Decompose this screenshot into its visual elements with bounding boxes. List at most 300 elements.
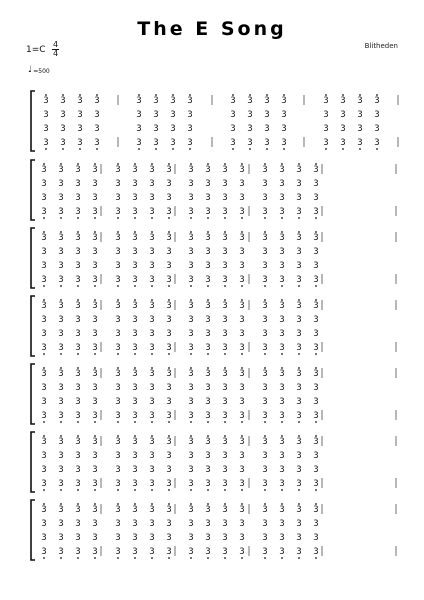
note-digit: 3 (166, 437, 172, 447)
note-digit: 3 (239, 165, 245, 175)
octave-dot-above (168, 435, 170, 437)
octave-dot-above (94, 299, 96, 301)
note-digit: 3 (340, 138, 346, 148)
octave-dot-below (77, 421, 79, 423)
time-signature-denominator: 4 (52, 49, 59, 58)
system-bracket (31, 296, 35, 356)
note-digit: 3 (41, 383, 47, 393)
note-digit: 3 (239, 315, 245, 325)
note-digit: 3 (296, 301, 302, 311)
octave-dot-above (77, 435, 79, 437)
octave-dot-below (62, 148, 64, 150)
note-digit: 3 (115, 383, 121, 393)
note-digit: 3 (92, 547, 98, 557)
note-digit: 3 (205, 547, 211, 557)
note-digit: 3 (41, 369, 47, 379)
note-digit: 3 (313, 329, 319, 339)
note-digit: 3 (58, 261, 64, 271)
note-digit: 3 (222, 343, 228, 353)
note-digit: 3 (262, 247, 268, 257)
octave-dot-above (190, 231, 192, 233)
octave-dot-below (134, 421, 136, 423)
note-digit: 3 (149, 207, 155, 217)
note-digit: 3 (313, 315, 319, 325)
note-digit: 3 (166, 261, 172, 271)
note-digit: 3 (92, 411, 98, 421)
note-digit: 3 (187, 138, 193, 148)
octave-dot-above (241, 435, 243, 437)
note-digit: 3 (41, 397, 47, 407)
note-digit: 3 (58, 519, 64, 529)
octave-dot-below (60, 285, 62, 287)
note-digit: 3 (313, 301, 319, 311)
note-digit: 3 (149, 179, 155, 189)
note-digit: 3 (153, 138, 159, 148)
octave-dot-above (117, 435, 119, 437)
octave-dot-below (190, 353, 192, 355)
octave-dot-below (190, 285, 192, 287)
note-digit: 3 (149, 465, 155, 475)
note-digit: 3 (296, 261, 302, 271)
note-digit: 3 (222, 465, 228, 475)
note-digit: 3 (239, 411, 245, 421)
octave-dot-below (224, 489, 226, 491)
note-digit: 3 (41, 301, 47, 311)
note-digit: 3 (166, 533, 172, 543)
octave-dot-below (281, 557, 283, 559)
octave-dot-above (117, 299, 119, 301)
note-digit: 3 (188, 275, 194, 285)
note-digit: 3 (279, 533, 285, 543)
note-digit: 3 (58, 247, 64, 257)
note-digit: 3 (75, 411, 81, 421)
octave-dot-below (60, 421, 62, 423)
note-digit: 3 (313, 465, 319, 475)
note-digit: 3 (264, 96, 270, 106)
note-digit: 3 (92, 479, 98, 489)
note-digit: 3 (279, 179, 285, 189)
octave-dot-below (94, 217, 96, 219)
note-digit: 3 (166, 519, 172, 529)
note-digit: 3 (340, 124, 346, 134)
octave-dot-above (134, 231, 136, 233)
note-digit: 3 (279, 247, 285, 257)
note-digit: 3 (58, 505, 64, 515)
octave-dot-above (342, 94, 344, 96)
note-digit: 3 (60, 138, 66, 148)
note-digit: 3 (279, 193, 285, 203)
octave-dot-below (241, 421, 243, 423)
note-digit: 3 (279, 411, 285, 421)
octave-dot-above (94, 367, 96, 369)
octave-dot-above (224, 231, 226, 233)
octave-dot-below (190, 217, 192, 219)
note-digit: 3 (92, 451, 98, 461)
note-digit: 3 (115, 411, 121, 421)
note-digit: 3 (41, 247, 47, 257)
note-digit: 3 (279, 275, 285, 285)
octave-dot-above (79, 94, 81, 96)
octave-dot-below (325, 148, 327, 150)
note-digit: 3 (92, 519, 98, 529)
octave-dot-above (151, 435, 153, 437)
note-digit: 3 (239, 329, 245, 339)
note-digit: 3 (77, 96, 83, 106)
octave-dot-below (281, 489, 283, 491)
note-digit: 3 (41, 207, 47, 217)
note-digit: 3 (205, 479, 211, 489)
note-digit: 3 (92, 165, 98, 175)
note-digit: 3 (340, 110, 346, 120)
note-digit: 3 (115, 233, 121, 243)
note-digit: 3 (205, 207, 211, 217)
note-digit: 3 (166, 547, 172, 557)
note-digit: 3 (188, 343, 194, 353)
octave-dot-above (151, 367, 153, 369)
octave-dot-above (96, 94, 98, 96)
octave-dot-below (138, 148, 140, 150)
note-digit: 3 (41, 329, 47, 339)
note-digit: 3 (92, 465, 98, 475)
octave-dot-below (315, 217, 317, 219)
octave-dot-below (281, 285, 283, 287)
note-digit: 3 (58, 275, 64, 285)
note-digit: 3 (166, 369, 172, 379)
note-digit: 3 (58, 193, 64, 203)
octave-dot-above (43, 299, 45, 301)
note-digit: 3 (149, 369, 155, 379)
note-digit: 3 (247, 110, 253, 120)
note-digit: 3 (170, 110, 176, 120)
octave-dot-below (151, 421, 153, 423)
octave-dot-above (168, 503, 170, 505)
note-digit: 3 (239, 233, 245, 243)
note-digit: 3 (41, 505, 47, 515)
note-digit: 3 (132, 383, 138, 393)
note-digit: 3 (41, 343, 47, 353)
note-digit: 3 (115, 261, 121, 271)
note-digit: 3 (239, 505, 245, 515)
note-digit: 3 (166, 397, 172, 407)
octave-dot-below (168, 557, 170, 559)
note-digit: 3 (75, 505, 81, 515)
note-digit: 3 (222, 179, 228, 189)
note-digit: 3 (188, 479, 194, 489)
note-digit: 3 (239, 275, 245, 285)
note-digit: 3 (222, 261, 228, 271)
octave-dot-below (94, 285, 96, 287)
system-bracket (31, 91, 35, 151)
octave-dot-below (168, 489, 170, 491)
note-digit: 3 (239, 547, 245, 557)
octave-dot-above (151, 231, 153, 233)
octave-dot-below (94, 489, 96, 491)
note-digit: 3 (132, 343, 138, 353)
octave-dot-below (207, 353, 209, 355)
note-digit: 3 (205, 233, 211, 243)
note-digit: 3 (149, 505, 155, 515)
note-digit: 3 (205, 465, 211, 475)
octave-dot-below (298, 489, 300, 491)
note-digit: 3 (222, 301, 228, 311)
note-digit: 3 (132, 207, 138, 217)
octave-dot-below (315, 557, 317, 559)
note-digit: 3 (149, 411, 155, 421)
note-digit: 3 (205, 261, 211, 271)
octave-dot-above (168, 163, 170, 165)
note-digit: 3 (296, 329, 302, 339)
note-digit: 3 (115, 301, 121, 311)
note-digit: 3 (58, 547, 64, 557)
note-digit: 3 (58, 369, 64, 379)
note-digit: 3 (205, 329, 211, 339)
note-digit: 3 (132, 505, 138, 515)
note-digit: 3 (75, 383, 81, 393)
octave-dot-below (264, 421, 266, 423)
octave-dot-above (315, 503, 317, 505)
octave-dot-above (207, 231, 209, 233)
note-digit: 3 (58, 315, 64, 325)
octave-dot-below (298, 421, 300, 423)
octave-dot-above (298, 435, 300, 437)
octave-dot-above (94, 435, 96, 437)
note-digit: 3 (75, 179, 81, 189)
note-digit: 3 (279, 383, 285, 393)
note-digit: 3 (132, 315, 138, 325)
note-digit: 3 (188, 329, 194, 339)
note-digit: 3 (374, 124, 380, 134)
note-digit: 3 (281, 110, 287, 120)
octave-dot-above (266, 94, 268, 96)
song-title: The E Song (137, 18, 287, 40)
note-digit: 3 (222, 411, 228, 421)
note-digit: 3 (94, 96, 100, 106)
octave-dot-below (77, 217, 79, 219)
note-digit: 3 (222, 329, 228, 339)
octave-dot-below (172, 148, 174, 150)
note-digit: 3 (58, 343, 64, 353)
octave-dot-below (151, 489, 153, 491)
note-digit: 3 (262, 315, 268, 325)
octave-dot-below (376, 148, 378, 150)
note-digit: 3 (41, 437, 47, 447)
note-digit: 3 (166, 411, 172, 421)
octave-dot-below (264, 285, 266, 287)
note-digit: 3 (115, 315, 121, 325)
octave-dot-below (207, 489, 209, 491)
octave-dot-below (79, 148, 81, 150)
note-digit: 3 (115, 275, 121, 285)
note-digit: 3 (264, 138, 270, 148)
note-digit: 3 (262, 165, 268, 175)
octave-dot-above (117, 367, 119, 369)
note-digit: 3 (296, 411, 302, 421)
note-digit: 3 (296, 179, 302, 189)
octave-dot-below (60, 217, 62, 219)
note-digit: 3 (132, 193, 138, 203)
note-digit: 3 (58, 383, 64, 393)
note-digit: 3 (115, 165, 121, 175)
note-digit: 3 (313, 165, 319, 175)
note-digit: 3 (323, 138, 329, 148)
octave-dot-above (241, 503, 243, 505)
note-digit: 3 (222, 193, 228, 203)
note-digit: 3 (239, 247, 245, 257)
note-digit: 3 (149, 451, 155, 461)
note-digit: 3 (166, 275, 172, 285)
octave-dot-above (264, 435, 266, 437)
octave-dot-below (281, 353, 283, 355)
octave-dot-below (134, 557, 136, 559)
system-bracket (31, 500, 35, 560)
octave-dot-below (43, 217, 45, 219)
note-digit: 3 (115, 519, 121, 529)
octave-dot-below (264, 353, 266, 355)
note-digit: 3 (262, 451, 268, 461)
octave-dot-above (264, 231, 266, 233)
note-digit: 3 (75, 465, 81, 475)
octave-dot-above (62, 94, 64, 96)
note-digit: 3 (41, 519, 47, 529)
octave-dot-below (224, 353, 226, 355)
octave-dot-below (77, 557, 79, 559)
octave-dot-below (232, 148, 234, 150)
octave-dot-above (60, 367, 62, 369)
note-digit: 3 (374, 110, 380, 120)
note-digit: 3 (166, 207, 172, 217)
note-digit: 3 (94, 138, 100, 148)
note-digit: 3 (262, 343, 268, 353)
note-digit: 3 (262, 275, 268, 285)
note-digit: 3 (75, 193, 81, 203)
note-digit: 3 (41, 233, 47, 243)
note-digit: 3 (222, 479, 228, 489)
note-digit: 3 (281, 124, 287, 134)
octave-dot-below (43, 285, 45, 287)
note-digit: 3 (313, 193, 319, 203)
octave-dot-above (117, 503, 119, 505)
octave-dot-below (224, 421, 226, 423)
note-digit: 3 (92, 437, 98, 447)
note-digit: 3 (262, 533, 268, 543)
note-digit: 3 (279, 465, 285, 475)
note-digit: 3 (41, 275, 47, 285)
note-digit: 3 (132, 479, 138, 489)
octave-dot-above (224, 367, 226, 369)
octave-dot-above (264, 163, 266, 165)
note-digit: 3 (149, 301, 155, 311)
note-digit: 3 (188, 383, 194, 393)
note-digit: 3 (58, 437, 64, 447)
note-digit: 3 (188, 369, 194, 379)
note-digit: 3 (92, 343, 98, 353)
octave-dot-below (207, 421, 209, 423)
note-digit: 3 (239, 193, 245, 203)
note-digit: 3 (357, 96, 363, 106)
note-digit: 3 (313, 411, 319, 421)
note-digit: 3 (205, 275, 211, 285)
note-digit: 3 (75, 397, 81, 407)
note-digit: 3 (188, 165, 194, 175)
note-digit: 3 (222, 275, 228, 285)
note-digit: 3 (188, 179, 194, 189)
note-digit: 3 (170, 138, 176, 148)
note-digit: 3 (239, 519, 245, 529)
octave-dot-below (155, 148, 157, 150)
note-digit: 3 (313, 275, 319, 285)
note-digit: 3 (132, 301, 138, 311)
octave-dot-above (325, 94, 327, 96)
note-digit: 3 (262, 207, 268, 217)
note-digit: 3 (136, 138, 142, 148)
note-digit: 3 (296, 275, 302, 285)
octave-dot-above (315, 299, 317, 301)
note-digit: 3 (205, 369, 211, 379)
note-digit: 3 (222, 547, 228, 557)
octave-dot-below (298, 285, 300, 287)
note-digit: 3 (313, 207, 319, 217)
octave-dot-below (168, 285, 170, 287)
note-digit: 3 (170, 96, 176, 106)
octave-dot-above (298, 367, 300, 369)
note-digit: 3 (279, 329, 285, 339)
key-signature: 1=C (26, 45, 46, 55)
note-digit: 3 (41, 533, 47, 543)
note-digit: 3 (374, 96, 380, 106)
note-digit: 3 (205, 193, 211, 203)
note-digit: 3 (58, 207, 64, 217)
note-digit: 3 (279, 547, 285, 557)
note-digit: 3 (92, 301, 98, 311)
octave-dot-above (94, 503, 96, 505)
note-digit: 3 (166, 329, 172, 339)
note-digit: 3 (230, 110, 236, 120)
note-digit: 3 (247, 124, 253, 134)
note-digit: 3 (75, 369, 81, 379)
note-digit: 3 (149, 233, 155, 243)
note-digit: 3 (43, 138, 49, 148)
octave-dot-below (77, 489, 79, 491)
octave-dot-above (77, 163, 79, 165)
note-digit: 3 (239, 369, 245, 379)
note-digit: 3 (313, 383, 319, 393)
note-digit: 3 (149, 165, 155, 175)
note-digit: 3 (313, 519, 319, 529)
note-digit: 3 (239, 207, 245, 217)
note-digit: 3 (149, 315, 155, 325)
note-digit: 3 (313, 437, 319, 447)
octave-dot-below (43, 489, 45, 491)
note-digit: 3 (205, 519, 211, 529)
octave-dot-above (43, 163, 45, 165)
octave-dot-above (241, 299, 243, 301)
note-digit: 3 (205, 247, 211, 257)
note-digit: 3 (188, 397, 194, 407)
note-digit: 3 (262, 261, 268, 271)
note-digit: 3 (262, 411, 268, 421)
octave-dot-below (264, 489, 266, 491)
note-digit: 3 (205, 451, 211, 461)
octave-dot-above (281, 299, 283, 301)
octave-dot-above (168, 299, 170, 301)
octave-dot-above (281, 435, 283, 437)
octave-dot-below (241, 217, 243, 219)
note-digit: 3 (77, 110, 83, 120)
note-digit: 3 (279, 397, 285, 407)
note-digit: 3 (222, 383, 228, 393)
note-digit: 3 (75, 275, 81, 285)
note-digit: 3 (92, 275, 98, 285)
